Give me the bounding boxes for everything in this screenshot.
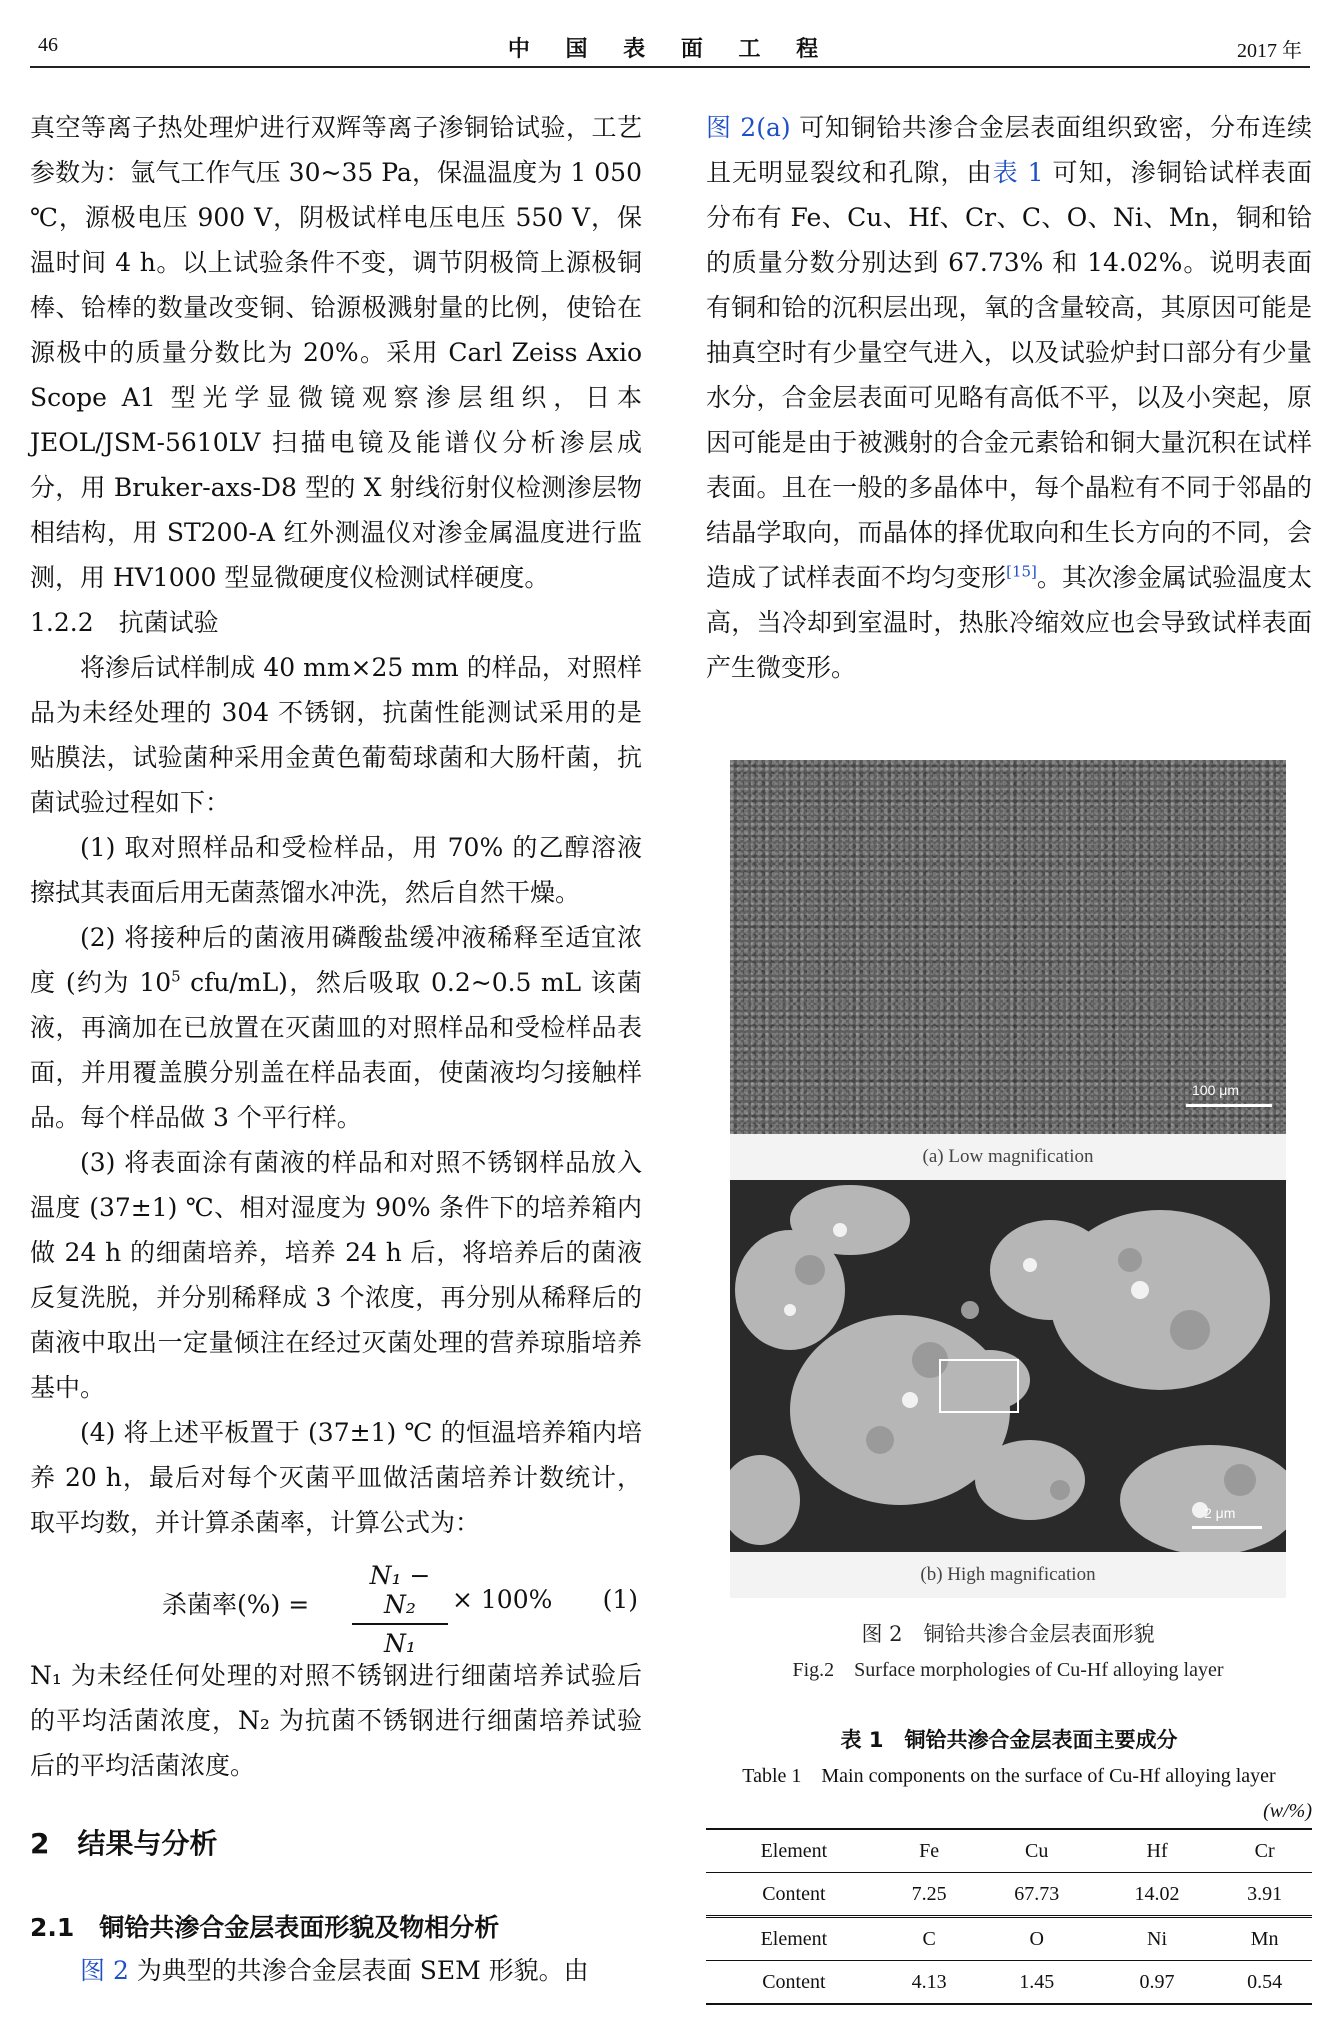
row-label: Element: [706, 1917, 882, 1961]
left-column: [30, 105, 642, 1993]
formula-rhs: × 100%: [452, 1585, 553, 1614]
subsection-heading-2-1: 2.1 铜铪共渗合金层表面形貌及物相分析: [30, 1913, 500, 1942]
analysis-text-c: 。其次渗金属试验温度太高，当冷却到室温时，热胀冷缩效应也会导致试样表面产生微变形。: [706, 563, 1312, 682]
figure-caption-en: Fig.2 Surface morphologies of Cu-Hf alloying layer: [792, 1659, 1224, 1681]
element-cell: Fe: [882, 1829, 977, 1873]
content-cell: 0.97: [1097, 1961, 1217, 2005]
journal-title: 中 国 表 面 工 程: [507, 37, 833, 62]
sem-image-low-magnification: [730, 760, 1286, 1134]
element-cell: Cu: [977, 1829, 1097, 1873]
citation-15-link[interactable]: [15]: [1006, 562, 1037, 581]
analysis-text-a: 可知铜铪共渗合金层表面组织致密，分布连续且无明显裂纹和孔隙，由: [706, 113, 1312, 187]
formula-denominator: N₁: [384, 1629, 416, 1658]
element-cell: C: [882, 1917, 977, 1961]
content-cell: 3.91: [1217, 1873, 1312, 1917]
table-row: [706, 1873, 1312, 1917]
sem-image-high-magnification: [730, 1180, 1286, 1552]
equation-number: (1): [602, 1585, 638, 1614]
formula-numerator: N₁ − N₂: [352, 1561, 448, 1625]
element-cell: Hf: [1097, 1829, 1217, 1873]
formula-sterilization-rate: [30, 1559, 642, 1658]
element-cell: Ni: [1097, 1917, 1217, 1961]
figure-2: [730, 760, 1286, 1688]
table-row: [706, 1917, 1312, 1961]
scale-label-b: 2 μm: [1204, 1505, 1236, 1521]
step-2-superscript: 5: [171, 967, 181, 986]
table-1-link[interactable]: 表 1: [992, 158, 1044, 187]
content-cell: 7.25: [882, 1873, 977, 1917]
table-caption-cn: 表 1 铜铪共渗合金层表面主要成分: [840, 1728, 1178, 1752]
step-2-text-a: (2) 将接种后的菌液用磷酸盐缓冲液稀释至适宜浓度 (约为 10: [30, 923, 642, 997]
paragraph-step-3: (3) 将表面涂有菌液的样品和对照不锈钢样品放入温度 (37±1) ℃、相对湿度为 90% 条件下的培养箱内做 24 h 的细菌培养，培养 24 h 后，将培养后的菌液反复洗脱，并分别稀释成 3 个浓度，再分别从稀释后的菌液中取出一定量倾注在经过灭菌处理的营养琼脂培养基中。: [30, 1148, 642, 1402]
paragraph-step-2: [30, 915, 642, 1140]
paragraph-sem-analysis: [706, 105, 1312, 690]
section-heading-2: 2 结果与分析: [30, 1827, 218, 1860]
paragraph-methods: 真空等离子热处理炉进行双辉等离子渗铜铪试验，工艺参数为：氩气工作气压 30~35 Pa，保温温度为 1 050 ℃，源极电压 900 V，阴极试样电压电压 550 V，保温时间 4 h。以上试验条件不变，调节阴极筒上源极铜棒、铪棒的数量改变铜、铪源极溅射量的比例，使铪在源极中的质量分数比为 20%。采用 Carl Zeiss Axio Scope A1 型光学显微镜观察渗层组织，日本 JEOL/JSM-5610LV 扫描电镜及能谱仪分析渗层成分，用 Bruker-axs-D8 型的 X 射线衍射仪检测渗层物相结构，用 ST200-A 红外测温仪对渗金属温度进行监测，用 HV1000 型显微硬度仪检测试样硬度。: [30, 113, 642, 592]
step-2-text-b: cfu/mL)，然后吸取 0.2~0.5 mL 该菌液，再滴加在已放置在灭菌皿的对照样品和受检样品表面，并用覆盖膜分别盖在样品表面，使菌液均匀接触样品。每个样品做 3 个平行样。: [30, 968, 642, 1132]
row-label: Content: [706, 1961, 882, 2005]
subcaption-a: (a) Low magnification: [730, 1134, 1286, 1180]
formula-lhs: 杀菌率(%) =: [162, 1590, 310, 1619]
paragraph-step-4: (4) 将上述平板置于 (37±1) ℃ 的恒温培养箱内培养 20 h，最后对每个灭菌平皿做活菌培养计数统计，取平均数，并计算杀菌率，计算公式为：: [30, 1418, 642, 1537]
element-cell: O: [977, 1917, 1097, 1961]
subsection-heading-1-2-2: 1.2.2 抗菌试验: [30, 608, 219, 637]
table-1: [706, 1722, 1312, 2005]
row-label: Content: [706, 1873, 882, 1917]
figure-2a-link[interactable]: 图 2(a): [706, 113, 791, 142]
sem-particle-texture: [730, 1180, 1286, 1552]
subcaption-b: (b) High magnification: [730, 1552, 1286, 1598]
formula-fraction: [352, 1561, 448, 1658]
figure-caption-cn: 图 2 铜铪共渗合金层表面形貌: [861, 1622, 1155, 1646]
element-cell: Cr: [1217, 1829, 1312, 1873]
composition-table: [706, 1828, 1312, 2005]
paragraph-antibacterial-intro: 将渗后试样制成 40 mm×25 mm 的样品，对照样品为未经处理的 304 不锈钢，抗菌性能测试采用的是贴膜法，试验菌种采用金黄色葡萄球菌和大肠杆菌，抗菌试验过程如下：: [30, 653, 642, 817]
scale-bar-a: [1186, 1104, 1272, 1107]
element-cell: Mn: [1217, 1917, 1312, 1961]
content-cell: 0.54: [1217, 1961, 1312, 2005]
scale-label-a: 100 μm: [1192, 1082, 1239, 1098]
issue-year: 2017 年: [1237, 40, 1302, 62]
page-header: [30, 32, 1310, 68]
content-cell: 1.45: [977, 1961, 1097, 2005]
content-cell: 4.13: [882, 1961, 977, 2005]
right-column: [706, 105, 1312, 690]
paragraph-step-1: (1) 取对照样品和受检样品，用 70% 的乙醇溶液擦拭其表面后用无菌蒸馏水冲洗，然后自然干燥。: [30, 833, 642, 907]
row-label: Element: [706, 1829, 882, 1873]
analysis-text-b: 可知，渗铜铪试样表面分布有 Fe、Cu、Hf、Cr、C、O、Ni、Mn，铜和铪的质量分数分别达到 67.73% 和 14.02%。说明表面有铜和铪的沉积层出现，氧的含量较高，其原因可能是抽真空时有少量空气进入，以及试验炉封口部分有少量水分，合金层表面可见略有高低不平，以及小突起，原因可能是由于被溅射的合金元素铪和铜大量沉积在试样表面。且在一般的多晶体中，每个晶粒有不同于邻晶的结晶学取向，而晶体的择优取向和生长方向的不同，会造成了试样表面不均匀变形: [706, 158, 1312, 592]
paragraph-variable-definitions: N₁ 为未经任何处理的对照不锈钢进行细菌培养试验后的平均活菌浓度，N₂ 为抗菌不锈钢进行细菌培养试验后的平均活菌浓度。: [30, 1661, 642, 1780]
table-row: [706, 1961, 1312, 2005]
figure-2-link[interactable]: 图 2: [80, 1956, 129, 1985]
content-cell: 67.73: [977, 1873, 1097, 1917]
content-cell: 14.02: [1097, 1873, 1217, 1917]
table-row: [706, 1829, 1312, 1873]
paragraph-sem-intro: [30, 1948, 642, 1993]
table-caption-en: Table 1 Main components on the surface of Cu-Hf alloying layer: [742, 1765, 1276, 1787]
sem-intro-text: 为典型的共渗合金层表面 SEM 形貌。由: [128, 1956, 589, 1985]
table-unit: (w/%): [1263, 1800, 1312, 1822]
page-number: 46: [38, 34, 58, 56]
